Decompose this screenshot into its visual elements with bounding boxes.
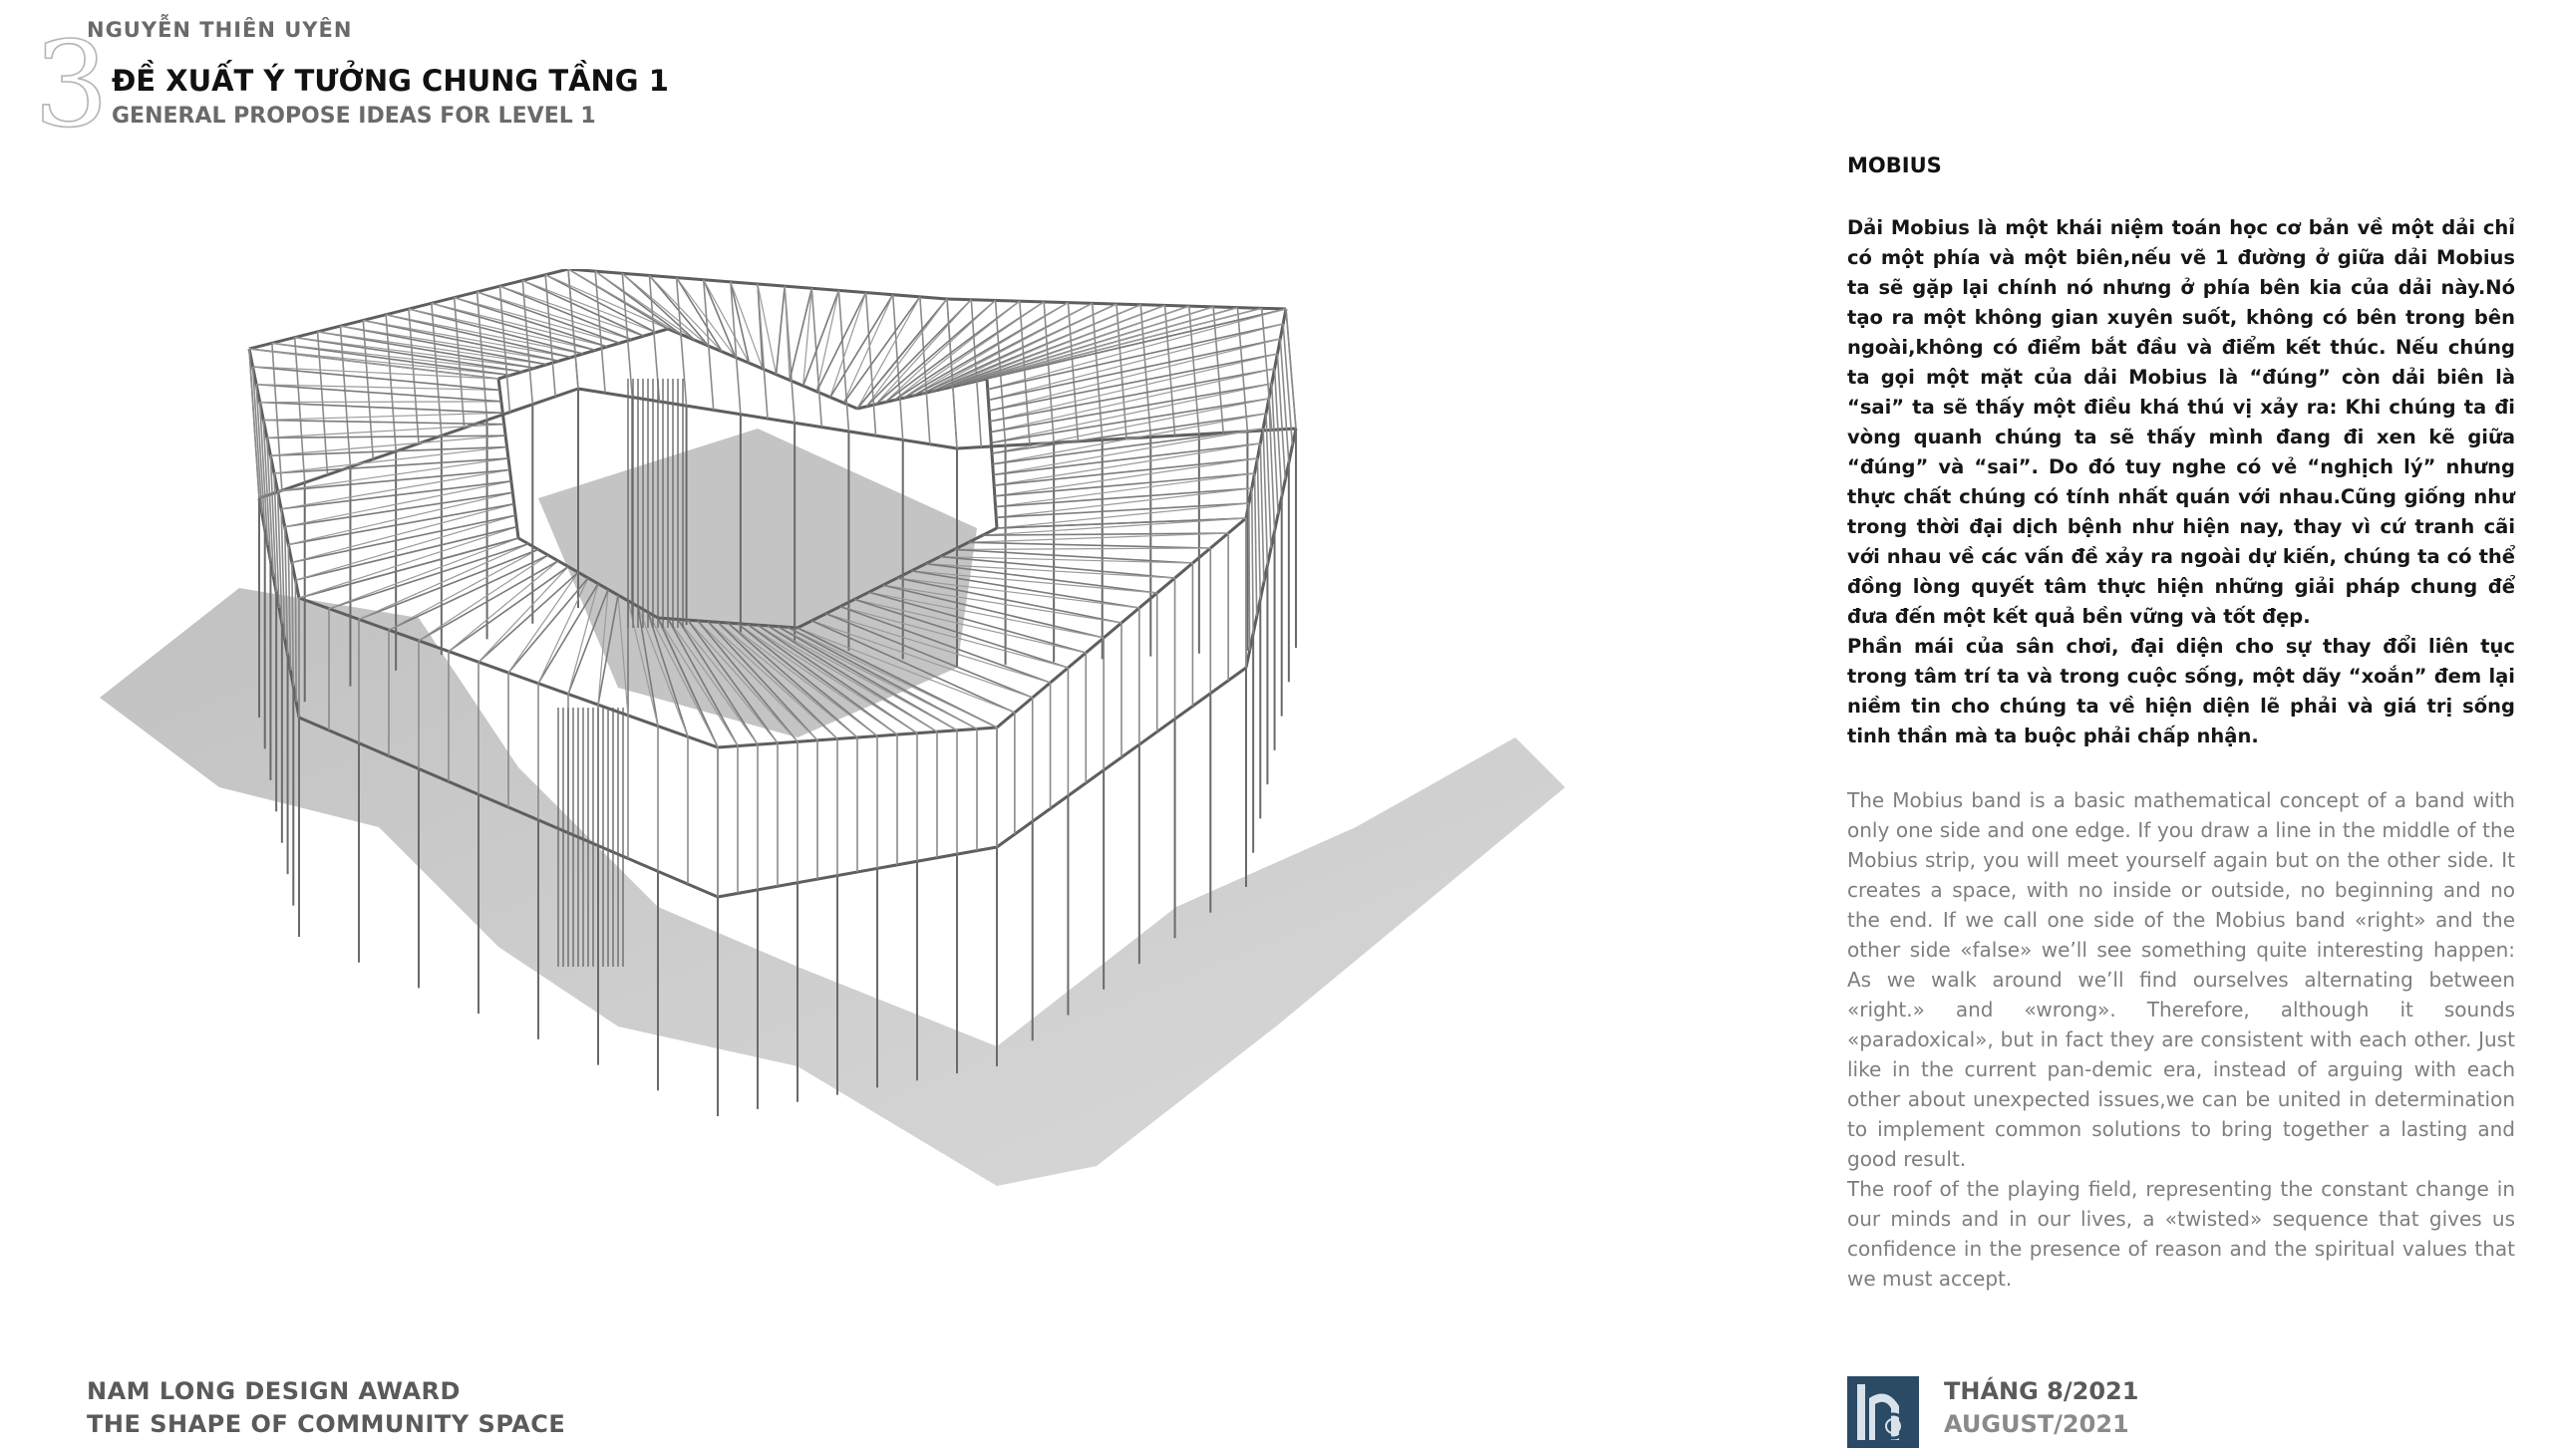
frame-member bbox=[790, 288, 811, 380]
text-column bbox=[1847, 153, 2515, 1294]
frame-member bbox=[785, 286, 790, 380]
frame-member bbox=[704, 280, 750, 364]
frame-member bbox=[994, 443, 1260, 485]
frame-member bbox=[816, 293, 865, 392]
frame-member bbox=[987, 308, 1262, 379]
courtyard-shadow bbox=[538, 429, 977, 737]
frame-member bbox=[777, 286, 786, 375]
frame-member bbox=[758, 284, 768, 419]
mobius-frame-structure-drawing bbox=[100, 269, 1595, 1246]
frame-member bbox=[1255, 473, 1257, 617]
award-block bbox=[87, 1375, 565, 1441]
date-block bbox=[1944, 1375, 2138, 1441]
nam-long-logo-icon bbox=[1847, 1376, 1919, 1448]
frame-member bbox=[968, 307, 1213, 383]
frame-member bbox=[1237, 308, 1247, 432]
page-number: 3 bbox=[34, 16, 110, 153]
frame-member bbox=[876, 300, 972, 405]
frame-member bbox=[1249, 503, 1250, 651]
frame-member bbox=[263, 420, 503, 424]
paragraph-vi-1: Dải Mobius là một khái niệm toán học cơ bản về một dải chỉ có một phía và một biên,nếu vẽ 1 đường ở giữa dải Mobius ta sẽ gặp lại chính nó nhưng ở phía bên kia của dải này.Nó tạo ra một không gian xuyên suốt, không có bên trong bên ngoài,không có điểm bắt đầu và điểm kết thúc. Nếu chúng ta gọi một mặt của dải Mobius là “đúng” còn dải biên là “sai” ta sẽ thấy một điều khá thú vị xảy ra: Khi chúng ta đi vòng quanh chúng ta sẽ thấy mình đang đi xen kẽ giữa “đúng” và “sai”. Do đó tuy nghe có vẻ “nghịch lý” nhưng thực chất chúng có tính nhất quán với nhau.Cũng giống như trong thời đại dịch bệnh như hiện nay, thay vì cứ tranh cãi với nhau về các vấn đề xảy ra ngoài dự kiến, chúng ta có thể đồng lòng quyết tâm thực hiện những giải pháp chung để đưa đến một kết quả bền vững và tốt đẹp. bbox=[1847, 216, 2515, 628]
frame-member bbox=[1257, 458, 1260, 599]
frame-member bbox=[260, 402, 501, 403]
frame-member bbox=[449, 561, 558, 652]
paragraph-vi-2: Phần mái của sân chơi, đại diện cho sự thay đổi liên tục trong tâm trí ta và trong cuộc sống, một dãy “xoắn” đem lại niềm tin cho chúng ta về hiện diện lẽ phải và giá trị sống tinh thần mà ta buộc phải chấp nhận. bbox=[1847, 635, 2515, 747]
frame-member bbox=[994, 458, 1257, 485]
page-title-en: GENERAL PROPOSE IDEAS FOR LEVEL 1 bbox=[112, 104, 596, 129]
award-line-2: THE SHAPE OF COMMUNITY SPACE bbox=[87, 1410, 566, 1438]
paragraph-en-2: The roof of the playing field, representing the constant change in our minds and in our lives, a «twisted» sequence that gives us confidence in the presence of reason and the spiritual values that we must accept. bbox=[1847, 1177, 2515, 1291]
frame-member bbox=[340, 326, 350, 466]
frame-member bbox=[1286, 309, 1296, 429]
award-line-1: NAM LONG DESIGN AWARD bbox=[87, 1377, 461, 1405]
frame-member bbox=[359, 549, 538, 619]
frame-member bbox=[292, 515, 515, 562]
author-name: NGUYỄN THIÊN UYÊN bbox=[87, 18, 353, 42]
frame-member bbox=[249, 349, 498, 379]
frame-member bbox=[522, 280, 656, 332]
frame-member bbox=[622, 273, 632, 397]
paragraph-en-1: The Mobius band is a basic mathematical concept of a band with only one side and one edge. If you draw a line in the middle of the Mobius strip, you will meet yourself again but on the other side. It creates a space, with no inside or outside, no beginning and no the end. If we call one side of the Mobius band «right» and the other side «false» we’ll see something quite interesting happen: As we walk around we’ll find ourselves alternating between «right.» and «wrong». Therefore, although it sounds «paradoxical», but in fact they are consistent with each other. Just like in the current pan-demic era, instead of arguing with each other about unexpected issues,we can be united in determination to implement common solutions to bring together a lasting and good result. bbox=[1847, 788, 2515, 1171]
section-title: MOBIUS bbox=[1847, 153, 1942, 177]
frame-member bbox=[329, 544, 528, 609]
frame-member bbox=[295, 580, 296, 702]
frame-member bbox=[1260, 443, 1264, 582]
frame-member bbox=[288, 492, 512, 544]
frame-member bbox=[1277, 354, 1285, 479]
frame-member bbox=[649, 275, 722, 351]
date-vi: THÁNG 8/2021 bbox=[1944, 1377, 2139, 1405]
frame-member bbox=[830, 293, 866, 398]
page-title-vi: ĐỀ XUẤT Ý TƯỞNG CHUNG TẦNG 1 bbox=[112, 64, 669, 98]
frame-member bbox=[913, 303, 1069, 397]
frame-member bbox=[359, 544, 528, 620]
frame-member bbox=[954, 548, 1210, 549]
frame-member bbox=[866, 300, 971, 407]
frame-member bbox=[1020, 301, 1030, 444]
frame-member bbox=[1252, 488, 1253, 634]
frame-member bbox=[432, 303, 442, 436]
frame-member bbox=[295, 338, 305, 483]
frame-member bbox=[1283, 324, 1292, 445]
frame-member bbox=[1280, 339, 1289, 462]
frame-member bbox=[538, 584, 598, 684]
frame-member bbox=[893, 295, 903, 440]
frame-member bbox=[990, 354, 1278, 422]
frame-member bbox=[260, 403, 503, 414]
frame-member bbox=[295, 338, 535, 369]
date-en: AUGUST/2021 bbox=[1944, 1410, 2129, 1438]
frame-member bbox=[838, 290, 848, 431]
